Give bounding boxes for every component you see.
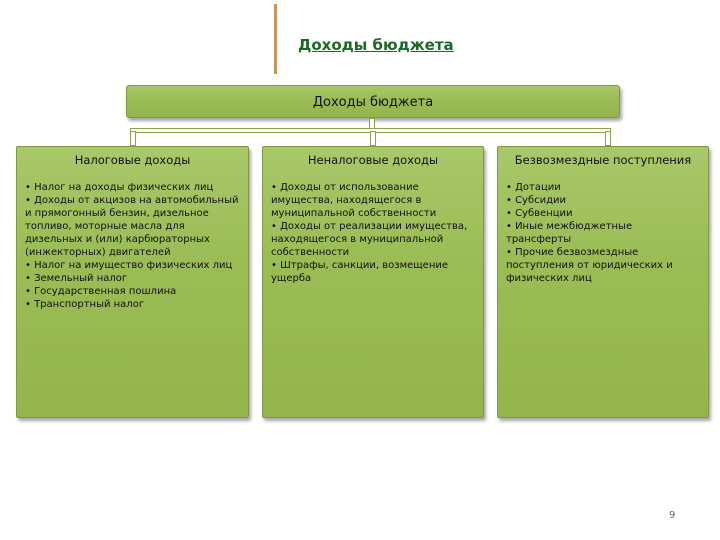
list-item: • Субвенции	[506, 207, 700, 220]
non-tax-revenue-box	[262, 146, 484, 418]
column-heading: Неналоговые доходы	[307, 153, 439, 167]
page-number: 9	[669, 510, 676, 521]
list-item: • Доходы от акцизов на автомобильный и прямогонный бензин, дизельное топливо, моторные масла для дизельных и (или) карбюраторных (инжекторных) двигателей	[25, 194, 240, 259]
item-list	[506, 181, 700, 285]
list-item: • Субсидии	[506, 194, 700, 207]
list-item: • Доходы от использование имущества, находящегося в муниципальной собственности	[271, 181, 475, 220]
slide-title: Доходы бюджета	[298, 36, 454, 54]
connector-vertical-col1	[130, 131, 136, 146]
list-item: • Доходы от реализации имущества, находящегося в муниципальной собственности	[271, 220, 475, 259]
connector-vertical-col2	[370, 131, 376, 146]
list-item: • Налог на доходы физических лиц	[25, 181, 240, 194]
gratuitous-receipts-box	[497, 146, 709, 418]
column-heading: Налоговые доходы	[74, 153, 191, 167]
list-item: • Земельный налог	[25, 272, 240, 285]
accent-divider-line	[274, 4, 277, 74]
item-list	[25, 181, 240, 311]
list-item: • Транспортный налог	[25, 298, 240, 311]
list-item: • Прочие безвозмездные поступления от юридических и физических лиц	[506, 246, 700, 285]
root-node-box	[126, 85, 620, 118]
list-item: • Штрафы, санкции, возмещение ущерба	[271, 259, 475, 285]
tax-revenue-box	[16, 146, 249, 418]
item-list	[271, 181, 475, 285]
list-item: • Государственная пошлина	[25, 285, 240, 298]
column-heading: Безвозмездные поступления	[514, 153, 692, 167]
list-item: • Иные межбюджетные трансферты	[506, 220, 700, 246]
list-item: • Налог на имущество физических лиц	[25, 259, 240, 272]
list-item: • Дотации	[506, 181, 700, 194]
connector-vertical-col3	[605, 131, 611, 146]
root-node-label: Доходы бюджета	[312, 95, 434, 110]
